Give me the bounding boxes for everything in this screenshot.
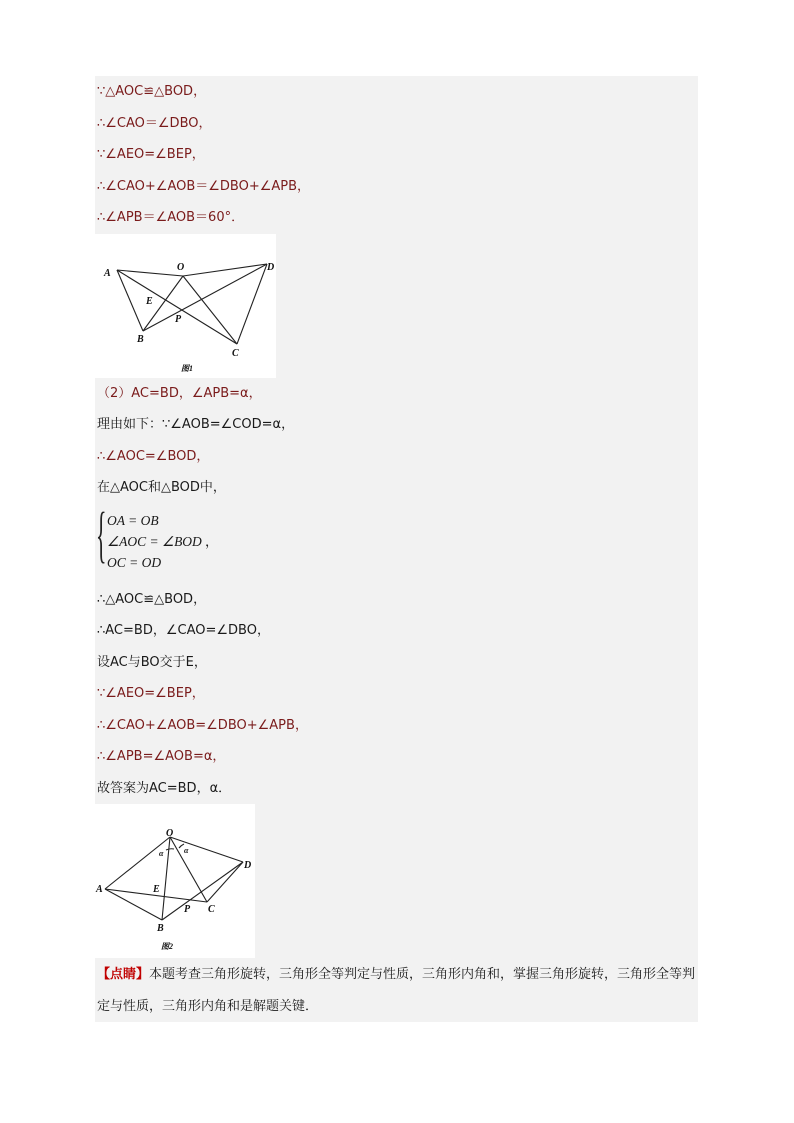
solution-line: ∴AC=BD，∠CAO=∠DBO， bbox=[97, 623, 270, 638]
segment-od bbox=[170, 837, 243, 862]
solution-line: ∴∠APB=∠AOB=α， bbox=[97, 749, 226, 764]
solution-line: 理由如下：∵∠AOB=∠COD=α， bbox=[97, 417, 295, 432]
solution-line: ∵∠AEO=∠BEP， bbox=[97, 147, 205, 162]
point-label-a: A bbox=[96, 884, 103, 895]
point-label-a: A bbox=[104, 267, 111, 279]
figure-1 bbox=[95, 234, 276, 378]
point-label-p: P bbox=[175, 313, 182, 325]
figure-2 bbox=[95, 804, 255, 958]
angle-label-alpha: α bbox=[184, 846, 189, 855]
equation-row: ∠AOC = ∠BOD bbox=[107, 533, 202, 549]
key-point-tag: 【点睛】 bbox=[97, 967, 150, 982]
solution-line: ∴△AOC≌△BOD， bbox=[97, 591, 207, 607]
point-label-b: B bbox=[157, 923, 164, 934]
point-label-p: P bbox=[184, 904, 191, 915]
figure-2-diagram bbox=[95, 804, 255, 958]
figure-caption: 图1 bbox=[181, 363, 193, 373]
equation-row: OC = OD bbox=[107, 554, 162, 570]
point-label-c: C bbox=[232, 347, 239, 359]
point-label-e: E bbox=[153, 884, 160, 895]
solution-line: ∴∠CAO＝∠DBO， bbox=[97, 115, 212, 131]
point-label-e: E bbox=[146, 295, 153, 307]
solution-line: （2）AC=BD，∠APB=α， bbox=[97, 385, 262, 401]
left-brace: { bbox=[96, 500, 107, 569]
key-point-summary bbox=[95, 958, 698, 1022]
solution-line: 故答案为AC=BD，α． bbox=[97, 780, 232, 796]
segment-oc bbox=[183, 276, 237, 344]
solution-line: 设AC与BO交于E， bbox=[97, 654, 207, 670]
point-label-d: D bbox=[244, 860, 252, 871]
key-point-text: 本题考查三角形旋转，三角形全等判定与性质，三角形内角和，掌握三角形旋转，三角形全等判定与性质，三角形内角和是解题关键． bbox=[97, 967, 696, 1014]
solution-line: ∵∠AEO=∠BEP， bbox=[97, 686, 205, 701]
segment-ac bbox=[117, 270, 237, 344]
point-label-d: D bbox=[267, 261, 275, 273]
equation-row: OA = OB bbox=[107, 512, 159, 528]
segment-cd bbox=[207, 862, 243, 902]
angle-label-alpha: α bbox=[159, 849, 164, 858]
point-label-c: C bbox=[208, 904, 215, 915]
solution-line: ∴∠CAO+∠AOB=∠DBO+∠APB， bbox=[97, 717, 308, 733]
point-label-b: B bbox=[137, 333, 144, 345]
segment-ab bbox=[117, 270, 143, 331]
equation-suffix: ， bbox=[205, 533, 219, 549]
solution-line: ∴∠CAO+∠AOB＝∠DBO+∠APB， bbox=[97, 178, 311, 194]
figure-1-diagram bbox=[95, 234, 276, 378]
equation-system bbox=[95, 500, 698, 574]
point-label-o: O bbox=[177, 261, 185, 273]
angle-arc-1 bbox=[166, 849, 174, 850]
solution-line: ∴∠AOC=∠BOD， bbox=[97, 448, 210, 464]
segment-od bbox=[183, 264, 267, 276]
solution-line: ∴∠APB＝∠AOB＝60°． bbox=[97, 210, 245, 225]
segment-ao bbox=[105, 837, 170, 889]
solution-line: ∵△AOC≌△BOD， bbox=[97, 84, 207, 99]
solution-line: 在△AOC和△BOD中， bbox=[97, 480, 226, 495]
segment-ao bbox=[117, 270, 183, 276]
figure-caption: 图2 bbox=[161, 942, 173, 951]
segment-bd bbox=[162, 862, 243, 920]
segment-cd bbox=[237, 264, 267, 344]
solution-document bbox=[95, 76, 698, 1022]
point-label-o: O bbox=[166, 828, 174, 839]
